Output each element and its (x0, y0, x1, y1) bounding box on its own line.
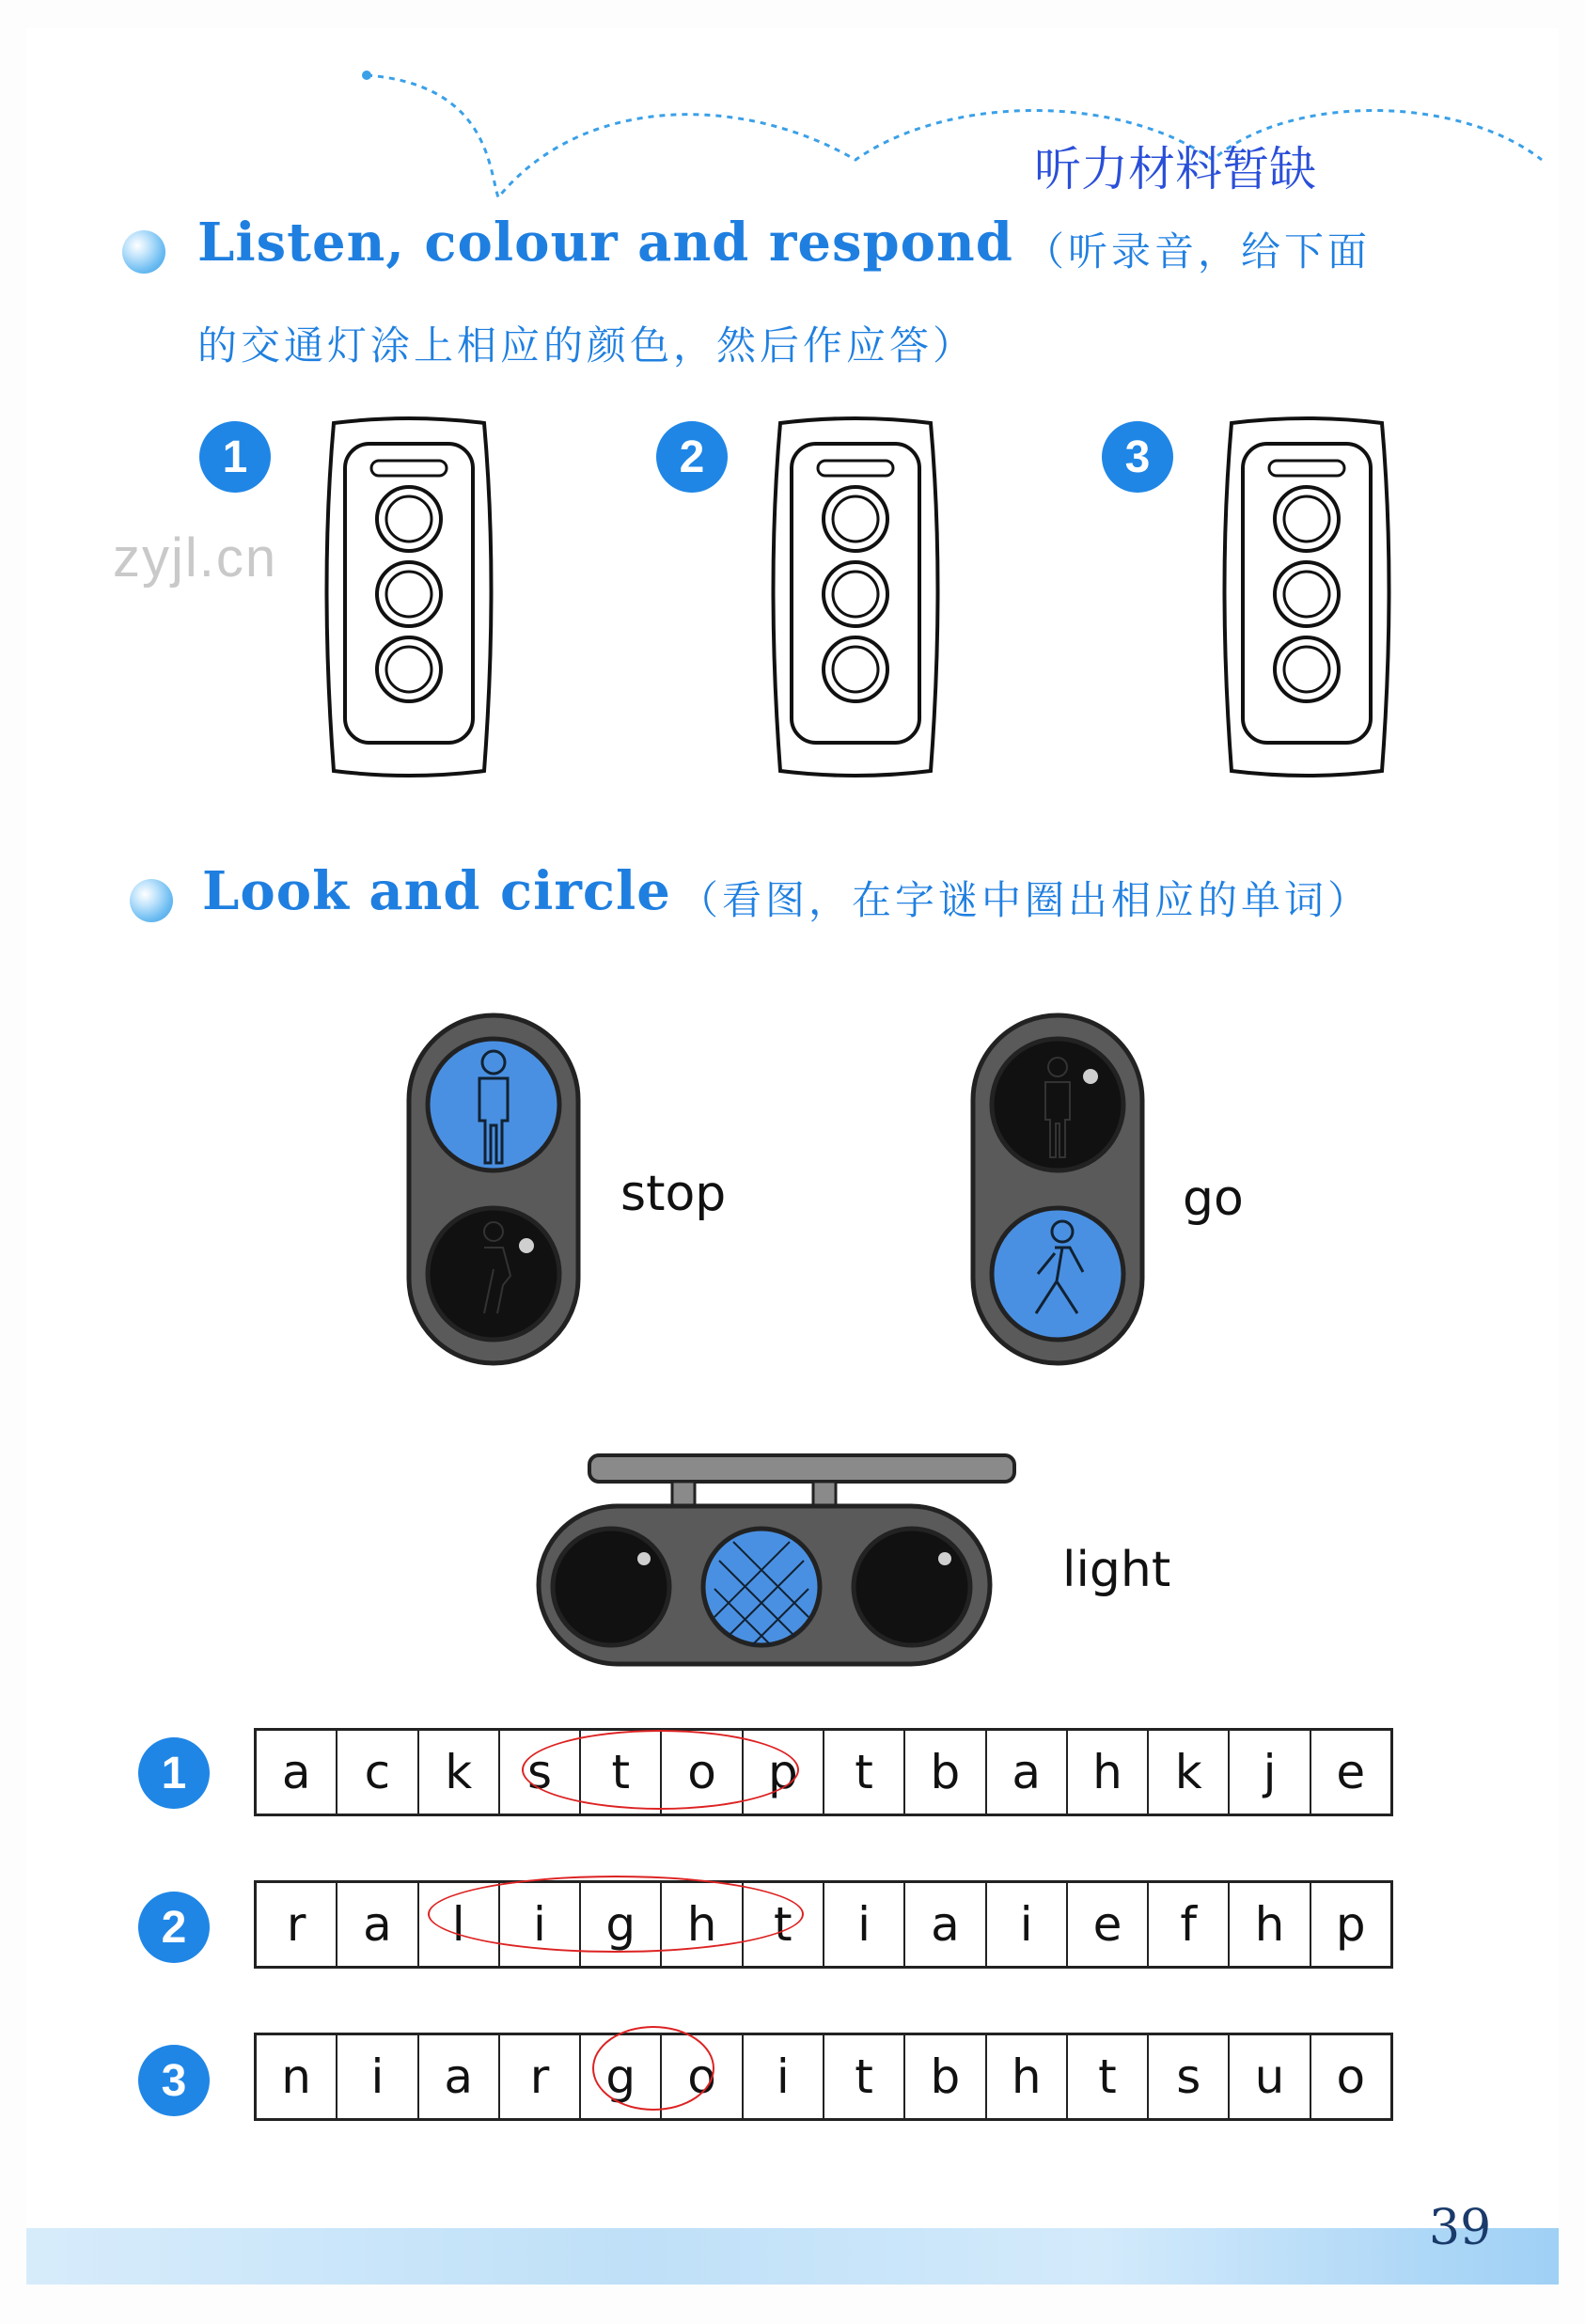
letter-cell[interactable]: i (744, 2035, 824, 2118)
letter-cell[interactable]: r (257, 1883, 337, 1966)
letter-cell[interactable]: i (337, 2035, 418, 2118)
letter-cell[interactable]: t (1068, 2035, 1149, 2118)
letter-cell[interactable]: g (581, 1883, 662, 1966)
word-label-stop: stop (620, 1166, 727, 1222)
answer-circle-go (592, 2026, 714, 2111)
letter-cell[interactable]: n (257, 2035, 337, 2118)
row-number-badge: 1 (138, 1737, 210, 1809)
letter-cell[interactable]: b (905, 1731, 986, 1814)
decorative-swoop (348, 56, 1561, 216)
answer-circle-stop (522, 1730, 799, 1810)
letter-cell[interactable]: p (1335, 1897, 1366, 1952)
letter-cell[interactable]: t (824, 2035, 905, 2118)
letter-cell[interactable]: s (500, 1731, 581, 1814)
page-number: 39 (1429, 2200, 1492, 2256)
pedestrian-go-light-icon (968, 1011, 1147, 1368)
item-number-badge: 3 (1102, 421, 1173, 493)
letter-cell[interactable]: a (419, 2035, 500, 2118)
word-label-go: go (1183, 1170, 1244, 1227)
letter-row-1 (254, 1728, 1393, 1816)
watermark-text: zyjl.cn (113, 527, 278, 589)
letter-cell[interactable]: e (1336, 1745, 1366, 1799)
letter-cell[interactable]: h (987, 2035, 1068, 2118)
row-number-badge: 2 (138, 1892, 210, 1963)
letter-cell[interactable]: a (337, 1883, 418, 1966)
letter-cell[interactable]: e (1068, 1883, 1149, 1966)
handwritten-note: 听力材料暂缺 (1034, 142, 1316, 196)
letter-cell[interactable]: r (500, 2035, 581, 2118)
section-title-listen: Listen, colour and respond (197, 212, 1013, 274)
letter-cell[interactable]: k (1149, 1731, 1230, 1814)
letter-cell[interactable]: a (987, 1731, 1068, 1814)
row-number-badge: 3 (138, 2045, 210, 2116)
letter-cell[interactable]: b (905, 2035, 986, 2118)
word-label-light: light (1062, 1542, 1171, 1598)
letter-cell[interactable]: a (905, 1883, 986, 1966)
section-bullet-icon (130, 879, 173, 922)
traffic-light-icon (531, 1448, 1020, 1673)
letter-cell[interactable]: l (419, 1883, 500, 1966)
answer-circle-light (428, 1876, 804, 1953)
traffic-light-outline-icon[interactable] (315, 414, 503, 780)
letter-cell[interactable]: o (662, 1731, 743, 1814)
section-title-look: Look and circle (202, 860, 671, 922)
letter-cell[interactable]: i (824, 1883, 905, 1966)
letter-cell[interactable]: a (257, 1731, 337, 1814)
letter-cell[interactable]: t (824, 1731, 905, 1814)
section-bullet-icon (122, 230, 165, 274)
letter-cell[interactable]: f (1149, 1883, 1230, 1966)
section-note-line2: 的交通灯涂上相应的颜色，然后作应答） (197, 322, 977, 369)
letter-row-2 (254, 1880, 1393, 1969)
letter-cell[interactable]: k (419, 1731, 500, 1814)
letter-cell[interactable]: t (744, 1883, 824, 1966)
letter-cell[interactable]: o (1336, 2049, 1366, 2104)
traffic-light-outline-icon[interactable] (761, 414, 949, 780)
letter-cell[interactable]: s (1149, 2035, 1230, 2118)
letter-cell[interactable]: p (744, 1731, 824, 1814)
item-number-badge: 1 (199, 421, 271, 493)
letter-cell[interactable]: t (581, 1731, 662, 1814)
letter-cell[interactable]: h (1230, 1883, 1310, 1966)
footer-band (26, 2228, 1559, 2285)
letter-cell[interactable]: i (987, 1883, 1068, 1966)
pedestrian-stop-light-icon (404, 1011, 583, 1368)
letter-cell[interactable]: o (662, 2035, 743, 2118)
letter-cell[interactable]: h (1068, 1731, 1149, 1814)
letter-cell[interactable]: h (662, 1883, 743, 1966)
letter-cell[interactable]: c (337, 1731, 418, 1814)
section-note: （看图，在字谜中圈出相应的单词） (679, 877, 1372, 923)
letter-cell[interactable]: i (500, 1883, 581, 1966)
letter-cell[interactable]: g (581, 2035, 662, 2118)
letter-row-3 (254, 2033, 1393, 2121)
item-number-badge: 2 (656, 421, 728, 493)
section-note-line1: （听录音，给下面 (1025, 228, 1372, 275)
letter-cell[interactable]: j (1230, 1731, 1310, 1814)
letter-cell[interactable]: u (1230, 2035, 1310, 2118)
traffic-light-outline-icon[interactable] (1213, 414, 1401, 780)
